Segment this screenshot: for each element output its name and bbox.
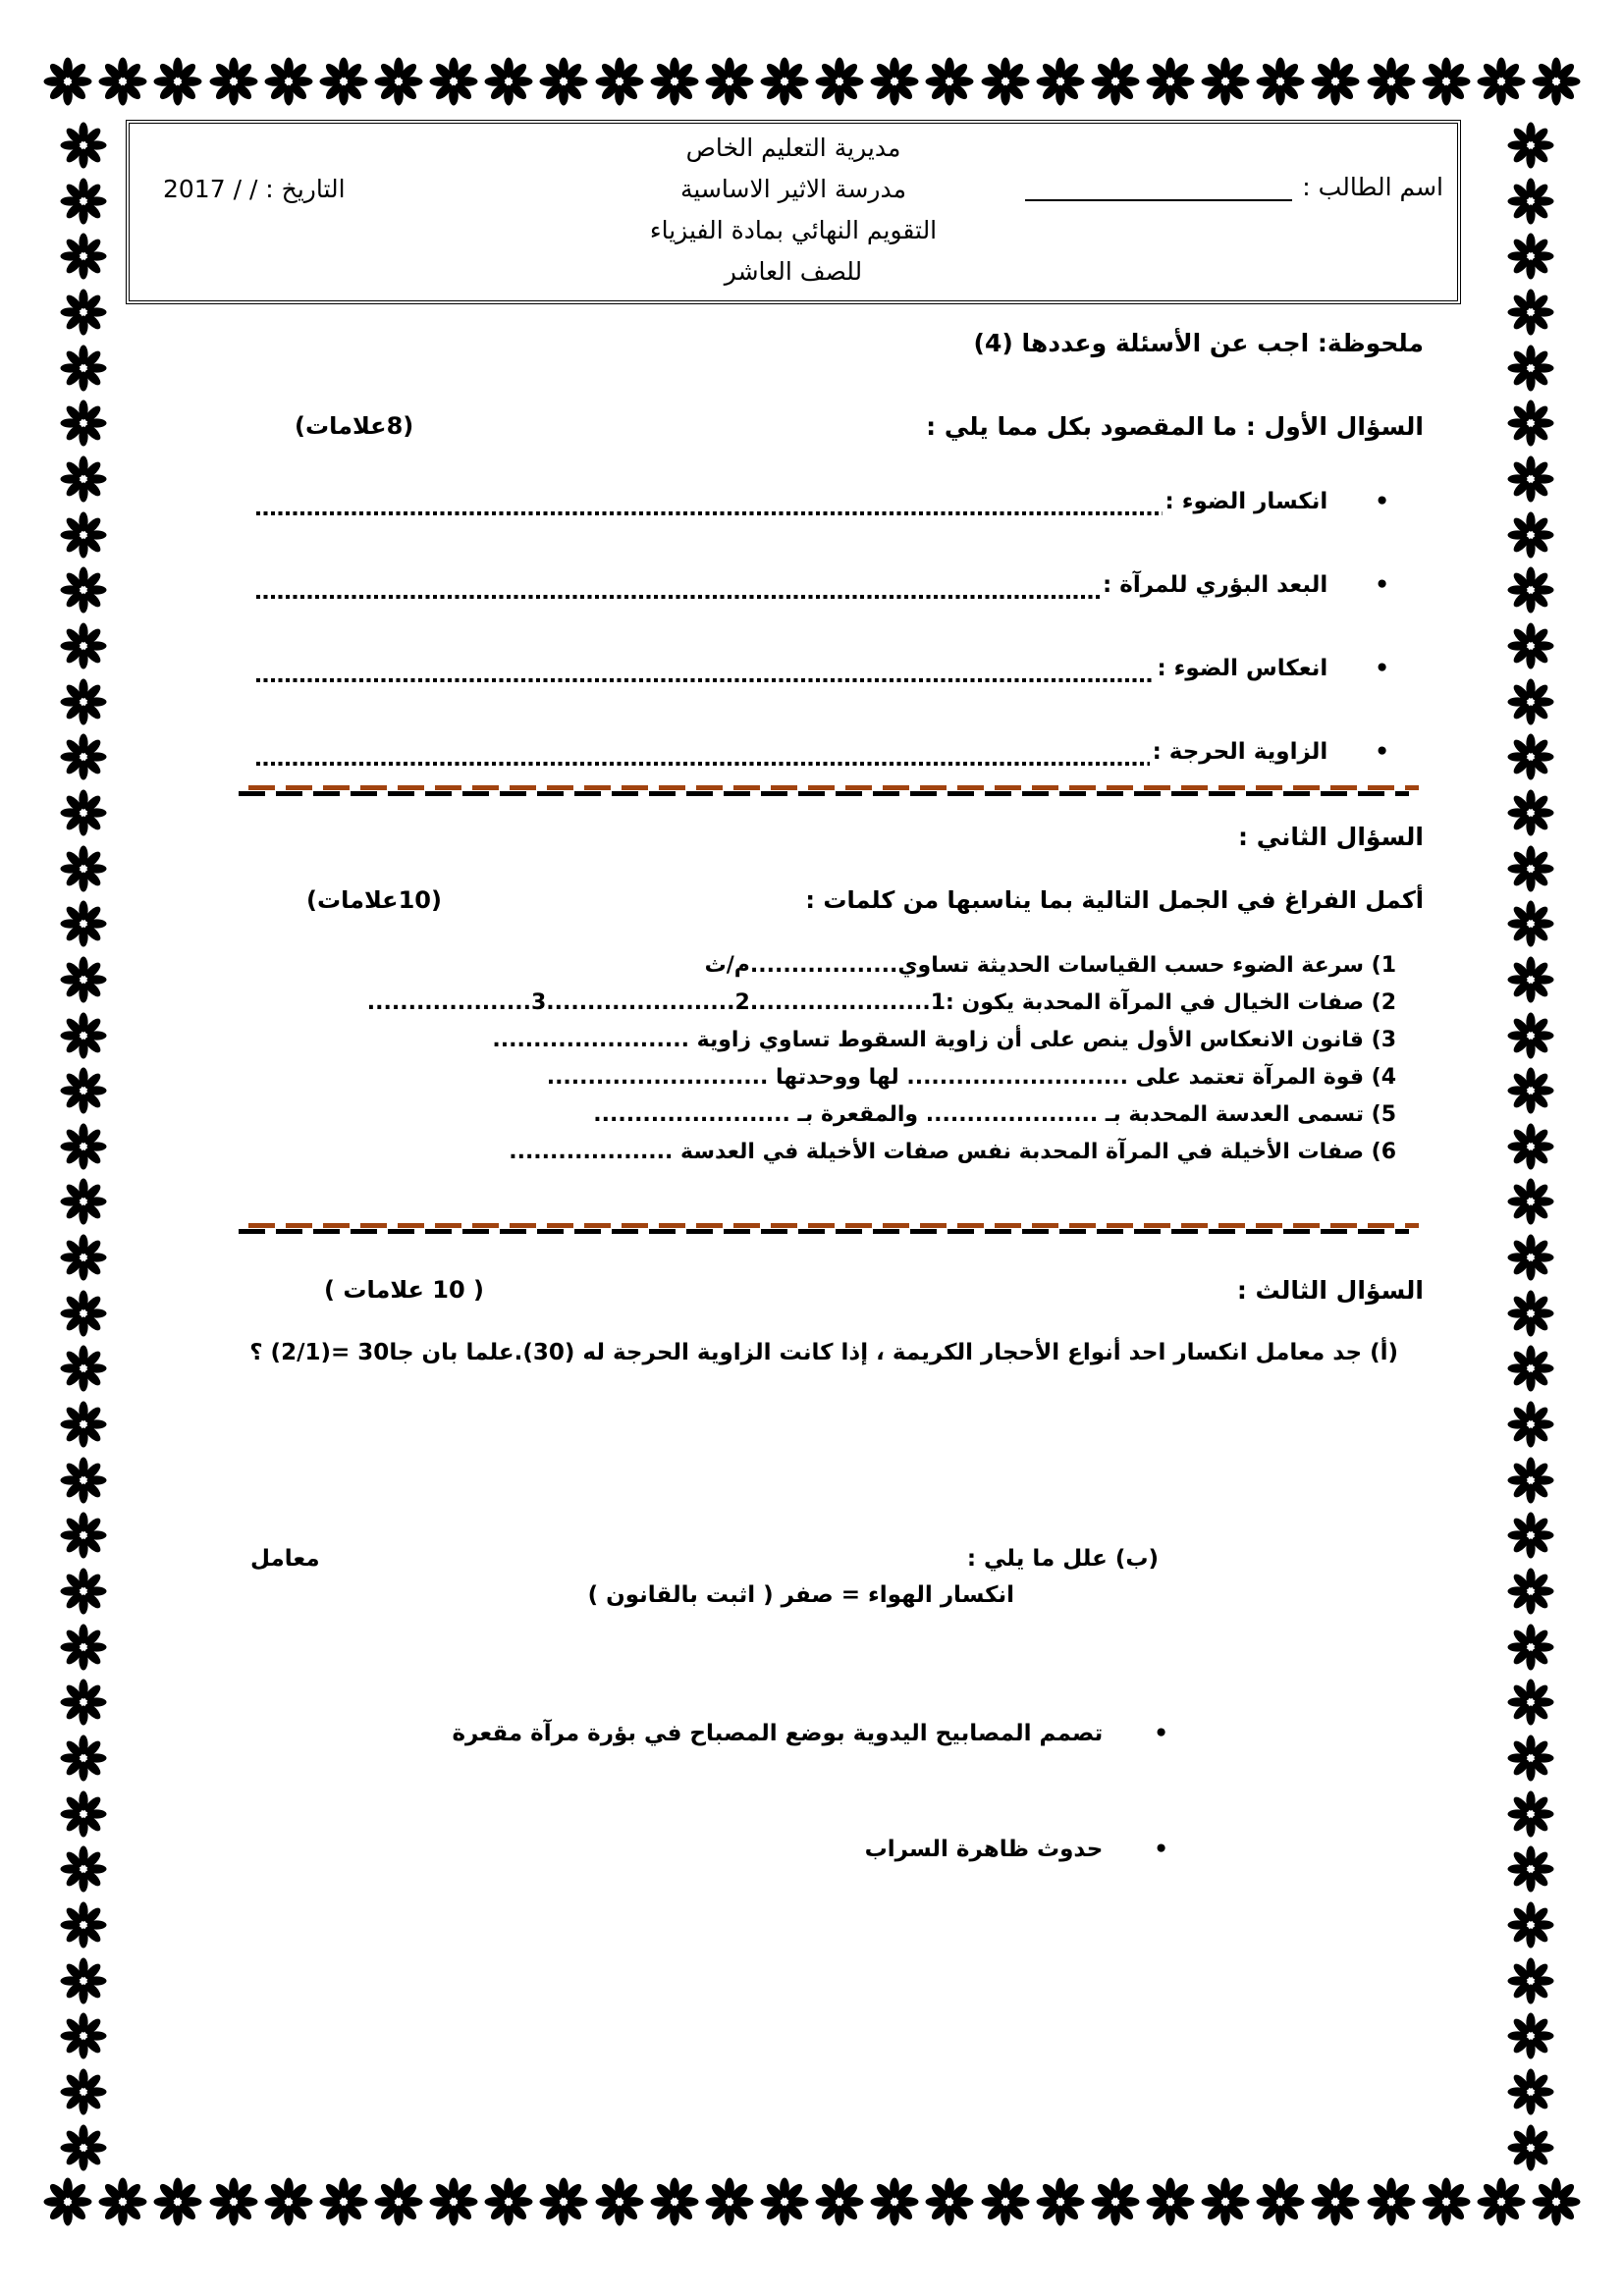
flower-asterisk-icon (60, 122, 107, 169)
flower-asterisk-icon (815, 2177, 864, 2226)
flower-asterisk-icon (1256, 2177, 1305, 2226)
separator-dash-row-black (239, 1229, 1409, 1234)
flower-asterisk-icon (60, 1679, 107, 1726)
flower-asterisk-icon (60, 1067, 107, 1114)
flower-asterisk-icon (815, 57, 864, 106)
flower-asterisk-icon (60, 678, 107, 725)
flower-asterisk-icon (374, 2177, 423, 2226)
flower-asterisk-icon (60, 1290, 107, 1337)
flower-asterisk-icon (650, 2177, 699, 2226)
flower-asterisk-icon (595, 2177, 644, 2226)
flower-asterisk-icon (60, 733, 107, 780)
q1-marks: (8علامات) (295, 412, 414, 440)
header-line-directorate: مديرية التعليم الخاص (685, 133, 901, 162)
flower-asterisk-icon (60, 1123, 107, 1170)
q3-part-b-statement: انكسار الهواء = صفر ( اثبت بالقانون ) (587, 1582, 1014, 1608)
flower-asterisk-icon (870, 57, 919, 106)
bullet-icon: • (1375, 656, 1389, 681)
flower-asterisk-icon (1507, 1123, 1554, 1170)
flower-asterisk-icon (1091, 2177, 1140, 2226)
flower-asterisk-icon (1507, 900, 1554, 947)
flower-asterisk-icon (1507, 845, 1554, 892)
q1-item-focal-length (250, 569, 1389, 605)
flower-asterisk-icon (60, 1735, 107, 1782)
q3-bullet-list (452, 1716, 1168, 1948)
flower-asterisk-icon (1507, 1790, 1554, 1838)
flower-asterisk-icon (1507, 1845, 1554, 1893)
q2-item-6: 6) صفات الأخيلة في المرآة المحدبة نفس صفات الأخيلة في العدسة .................... (509, 1140, 1396, 1164)
q1-item-refraction (250, 486, 1389, 521)
q2-item-5: 5) تسمى العدسة المحدبة بـ ..................... والمقعرة بـ ........................ (593, 1102, 1396, 1127)
flower-asterisk-icon (1477, 2177, 1526, 2226)
separator-dash-row-black (239, 791, 1409, 796)
q3-title: السؤال الثالث : (1236, 1276, 1424, 1305)
q3-bullet-label: تصمم المصابيح اليدوية بوضع المصباح في بؤرة مرآة مقعرة (452, 1721, 1104, 1746)
flower-asterisk-icon (1507, 1624, 1554, 1671)
flower-asterisk-icon (1507, 1735, 1554, 1782)
student-name-blank (1025, 176, 1292, 201)
flower-asterisk-icon (60, 622, 107, 669)
flower-asterisk-icon (1367, 2177, 1416, 2226)
flower-asterisk-icon (1507, 1401, 1554, 1448)
flower-asterisk-icon (1507, 289, 1554, 336)
flower-asterisk-icon (60, 956, 107, 1003)
flower-asterisk-icon (1507, 1178, 1554, 1225)
bullet-icon: • (1375, 489, 1389, 514)
student-name-label: اسم الطالب : (1302, 173, 1443, 201)
flower-asterisk-icon (60, 789, 107, 836)
flower-asterisk-icon (1507, 789, 1554, 836)
q2-item-3: 3) قانون الانعكاس الأول ينص على أن زاوية السقوط تساوي زاوية ........................ (492, 1028, 1396, 1052)
flower-asterisk-icon (60, 178, 107, 225)
flower-asterisk-icon (60, 345, 107, 392)
flower-asterisk-icon (153, 2177, 202, 2226)
border-bottom (43, 2177, 1581, 2226)
flower-asterisk-icon (60, 289, 107, 336)
q1-item-critical-angle (250, 736, 1389, 772)
flower-asterisk-icon (539, 57, 588, 106)
q1-item-label: انعكاس الضوء : (1157, 656, 1328, 681)
flower-asterisk-icon (1507, 400, 1554, 447)
flower-asterisk-icon (60, 1178, 107, 1225)
flower-asterisk-icon (1036, 2177, 1085, 2226)
flower-asterisk-icon (43, 2177, 92, 2226)
q1-item-reflection (250, 653, 1389, 688)
flower-asterisk-icon (1507, 511, 1554, 559)
flower-asterisk-icon (1146, 2177, 1195, 2226)
flower-asterisk-icon (1507, 178, 1554, 225)
flower-asterisk-icon (1507, 1512, 1554, 1559)
flower-asterisk-icon (1507, 1901, 1554, 1949)
q3-bullet-label: حدوث ظاهرة السراب (864, 1837, 1104, 1862)
flower-asterisk-icon (264, 2177, 313, 2226)
q3-part-b-tail-word: معامل (250, 1546, 320, 1572)
flower-asterisk-icon (760, 2177, 809, 2226)
flower-asterisk-icon (595, 57, 644, 106)
flower-asterisk-icon (760, 57, 809, 106)
q1-list (250, 486, 1389, 820)
flower-asterisk-icon (1507, 2124, 1554, 2171)
flower-asterisk-icon (1256, 57, 1305, 106)
flower-asterisk-icon (60, 566, 107, 614)
dashed-separator (244, 785, 1414, 797)
flower-asterisk-icon (153, 57, 202, 106)
flower-asterisk-icon (60, 1901, 107, 1949)
bullet-icon: • (1154, 1837, 1168, 1862)
flower-asterisk-icon (925, 2177, 974, 2226)
flower-asterisk-icon (1507, 622, 1554, 669)
flower-asterisk-icon (1507, 1568, 1554, 1615)
flower-asterisk-icon (1422, 2177, 1471, 2226)
flower-asterisk-icon (60, 511, 107, 559)
header-box (126, 120, 1461, 304)
border-left (59, 122, 108, 2171)
q3-bullet-flashlight (452, 1716, 1168, 1751)
flower-asterisk-icon (1507, 956, 1554, 1003)
student-name-row (1025, 173, 1443, 201)
q2-list (147, 947, 1396, 1171)
flower-asterisk-icon (1422, 57, 1471, 106)
q1-item-label: انكسار الضوء : (1164, 489, 1328, 514)
flower-asterisk-icon (319, 57, 368, 106)
flower-asterisk-icon (209, 57, 258, 106)
separator-dash-row-brown (248, 1223, 1419, 1228)
flower-asterisk-icon (60, 1012, 107, 1059)
q3-marks: ( 10 علامات ) (324, 1276, 485, 1304)
q2-instruction: أكمل الفراغ في الجمل التالية بما يناسبها من كلمات : (805, 886, 1424, 914)
flower-asterisk-icon (60, 1457, 107, 1504)
flower-asterisk-icon (60, 233, 107, 280)
flower-asterisk-icon (60, 455, 107, 503)
dotted-blank (256, 511, 1163, 515)
flower-asterisk-icon (981, 2177, 1030, 2226)
flower-asterisk-icon (1507, 2068, 1554, 2115)
flower-asterisk-icon (650, 57, 699, 106)
flower-asterisk-icon (870, 2177, 919, 2226)
flower-asterisk-icon (1507, 233, 1554, 280)
flower-asterisk-icon (60, 2068, 107, 2115)
flower-asterisk-icon (1507, 2012, 1554, 2059)
flower-asterisk-icon (1091, 57, 1140, 106)
dotted-blank (256, 762, 1150, 766)
q2-item-2: 2) صفات الخيال في المرآة المحدبة يكون :1......................2.......................3.................... (366, 990, 1396, 1015)
flower-asterisk-icon (1532, 2177, 1581, 2226)
flower-asterisk-icon (1311, 2177, 1360, 2226)
flower-asterisk-icon (60, 1845, 107, 1893)
header-line-school: مدرسة الاثير الاساسية (680, 175, 906, 203)
flower-asterisk-icon (1311, 57, 1360, 106)
school-header (130, 124, 1457, 293)
flower-asterisk-icon (60, 1790, 107, 1838)
header-line-grade: للصف العاشر (724, 257, 863, 286)
q1-item-label: البعد البؤري للمرآة : (1103, 572, 1328, 598)
flower-asterisk-icon (429, 2177, 478, 2226)
q3-part-b-label: (ب) علل ما يلي : (966, 1546, 1159, 1572)
flower-asterisk-icon (1507, 122, 1554, 169)
border-right (1506, 122, 1555, 2171)
flower-asterisk-icon (1507, 345, 1554, 392)
flower-asterisk-icon (1146, 57, 1195, 106)
flower-asterisk-icon (1507, 1234, 1554, 1281)
flower-asterisk-icon (60, 400, 107, 447)
flower-asterisk-icon (1532, 57, 1581, 106)
flower-asterisk-icon (1507, 455, 1554, 503)
flower-asterisk-icon (925, 57, 974, 106)
flower-asterisk-icon (1477, 57, 1526, 106)
q1-item-label: الزاوية الحرجة : (1152, 739, 1328, 765)
flower-asterisk-icon (1507, 733, 1554, 780)
flower-asterisk-icon (1036, 57, 1085, 106)
dotted-blank (256, 678, 1154, 682)
flower-asterisk-icon (60, 2124, 107, 2171)
q2-marks: (10علامات) (306, 886, 442, 914)
flower-asterisk-icon (43, 57, 92, 106)
flower-asterisk-icon (1367, 57, 1416, 106)
flower-asterisk-icon (539, 2177, 588, 2226)
flower-asterisk-icon (484, 2177, 533, 2226)
border-top (43, 57, 1581, 106)
flower-asterisk-icon (98, 57, 147, 106)
bullet-icon: • (1375, 739, 1389, 765)
q3-part-a: (أ) جد معامل انكسار احد أنواع الأحجار الكريمة ، إذا كانت الزاوية الحرجة له (30).علما بان جا30 =(2/1) ؟ (249, 1340, 1398, 1365)
flower-asterisk-icon (705, 2177, 754, 2226)
flower-asterisk-icon (60, 1568, 107, 1615)
flower-asterisk-icon (374, 57, 423, 106)
flower-asterisk-icon (1507, 566, 1554, 614)
note: ملحوظة: اجب عن الأسئلة وعددها (4) (973, 329, 1424, 357)
flower-asterisk-icon (429, 57, 478, 106)
q2-title: السؤال الثاني : (1238, 823, 1424, 851)
flower-asterisk-icon (1507, 1957, 1554, 2004)
flower-asterisk-icon (484, 57, 533, 106)
header-line-exam-title: التقويم النهائي بمادة الفيزياء (649, 216, 938, 244)
bullet-icon: • (1154, 1721, 1168, 1746)
dotted-blank (256, 595, 1100, 599)
flower-asterisk-icon (705, 57, 754, 106)
flower-asterisk-icon (60, 1624, 107, 1671)
flower-asterisk-icon (1201, 2177, 1250, 2226)
flower-asterisk-icon (60, 1957, 107, 2004)
q1-title: السؤال الأول : ما المقصود بكل مما يلي : (926, 412, 1424, 441)
flower-asterisk-icon (60, 1401, 107, 1448)
separator-dash-row-brown (248, 785, 1419, 790)
flower-asterisk-icon (1507, 1679, 1554, 1726)
date-label: التاريخ : / / 2017 (163, 175, 346, 203)
flower-asterisk-icon (60, 845, 107, 892)
flower-asterisk-icon (60, 900, 107, 947)
flower-asterisk-icon (1507, 1012, 1554, 1059)
flower-asterisk-icon (209, 2177, 258, 2226)
q2-item-4: 4) قوة المرآة تعتمد على ........................... لها ووحدتها ........................... (546, 1065, 1396, 1090)
flower-asterisk-icon (319, 2177, 368, 2226)
flower-asterisk-icon (1201, 57, 1250, 106)
flower-asterisk-icon (1507, 1345, 1554, 1392)
flower-asterisk-icon (60, 1345, 107, 1392)
flower-asterisk-icon (264, 57, 313, 106)
flower-asterisk-icon (1507, 1457, 1554, 1504)
dashed-separator (244, 1223, 1414, 1235)
flower-asterisk-icon (1507, 1290, 1554, 1337)
flower-asterisk-icon (60, 2012, 107, 2059)
flower-asterisk-icon (1507, 678, 1554, 725)
flower-asterisk-icon (60, 1512, 107, 1559)
q2-item-1: 1) سرعة الضوء حسب القياسات الحديثة تساوي..................م/ث (704, 953, 1396, 978)
flower-asterisk-icon (1507, 1067, 1554, 1114)
flower-asterisk-icon (60, 1234, 107, 1281)
flower-asterisk-icon (981, 57, 1030, 106)
bullet-icon: • (1375, 572, 1389, 598)
flower-asterisk-icon (98, 2177, 147, 2226)
q3-bullet-mirage (452, 1832, 1168, 1867)
